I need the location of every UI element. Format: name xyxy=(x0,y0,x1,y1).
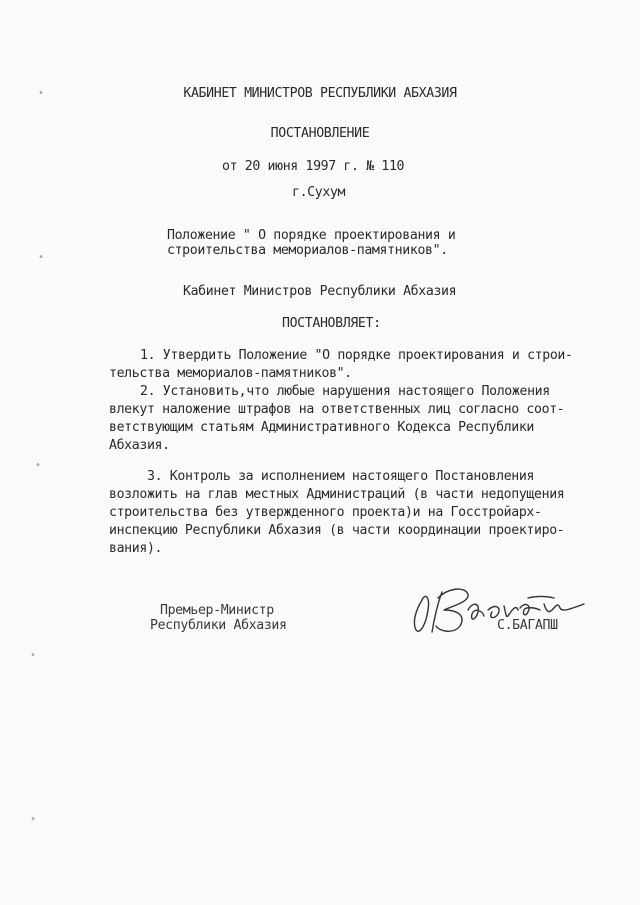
paragraph-3-line-1: 3. Контроль за исполнением настоящего Постановления xyxy=(147,469,535,484)
city: г.Сухум xyxy=(292,185,346,200)
paragraph-1-line-1: 1. Утвердить Положение "О порядке проектирования и строи- xyxy=(140,348,573,363)
scan-mark: • xyxy=(38,252,45,263)
paragraph-2-line-3: ветствующим статьям Административного Кодекса Республики xyxy=(109,420,535,435)
subject-line-1: Положение " О порядке проектирования и xyxy=(167,228,456,243)
signatory-name: С.БАГАПШ xyxy=(497,618,558,633)
paragraph-2-line-2: влекут наложение штрафов на ответственных лиц согласно соот- xyxy=(109,402,565,417)
paragraph-3-line-5: вания). xyxy=(109,541,163,556)
paragraph-3-line-3: строительства без утвержденного проекта)и на Госстройарх- xyxy=(109,505,542,520)
handwritten-signature xyxy=(408,580,590,642)
scan-mark: • xyxy=(30,814,37,825)
issuer: Кабинет Министров Республики Абхазия xyxy=(183,284,457,299)
subject-line-2: строительства мемориалов-памятников". xyxy=(167,243,448,258)
paragraph-1-line-2: тельства мемориалов-памятников". xyxy=(109,366,352,381)
institution-heading: КАБИНЕТ МИНИСТРОВ РЕСПУБЛИКИ АБХАЗИЯ xyxy=(183,86,457,101)
paragraph-2-line-4: Абхазия. xyxy=(109,438,170,453)
date-and-number: от 20 июня 1997 г. № 110 xyxy=(222,159,405,174)
scan-mark: • xyxy=(30,650,37,661)
paragraph-3-line-4: инспекцию Республики Абхазия (в части координации проектиро- xyxy=(109,523,565,538)
signatory-position-line-2: Республики Абхазия xyxy=(150,618,287,633)
document-type: ПОСТАНОВЛЕНИЕ xyxy=(270,126,370,141)
signatory-position-line-1: Премьер-Министр xyxy=(160,603,274,618)
scan-mark: • xyxy=(38,88,45,99)
paragraph-2-line-1: 2. Установить,что любые нарушения настоящего Положения xyxy=(140,384,550,399)
scan-mark: • xyxy=(35,460,42,471)
paragraph-3-line-2: возложить на глав местных Администраций (в части недопущения xyxy=(109,487,565,502)
resolves-heading: ПОСТАНОВЛЯЕТ: xyxy=(282,316,381,331)
